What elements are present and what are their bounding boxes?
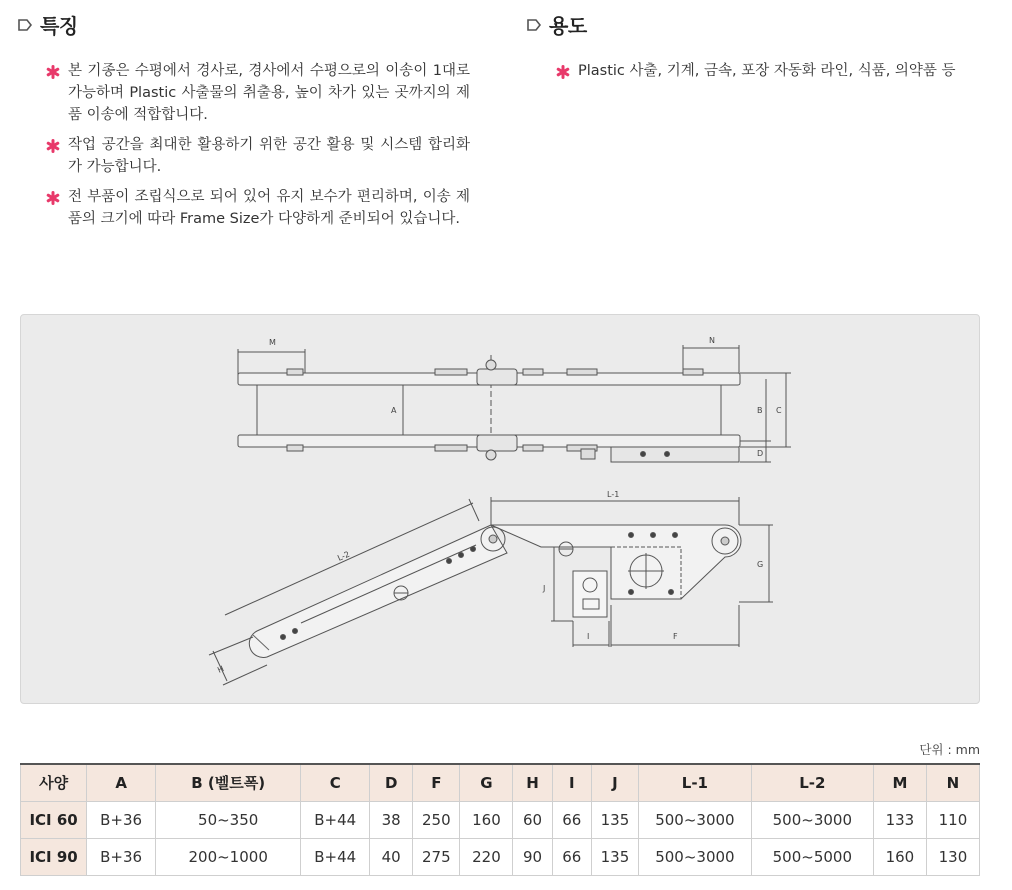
table-row <box>21 838 980 875</box>
table-cell: 275 <box>413 838 460 875</box>
feature-text: 본 기종은 수평에서 경사로, 경사에서 수평으로의 이송이 1대로 가능하며 Plastic 사출물의 취출용, 높이 차가 있는 곳까지의 제품 이송에 적합합니다. <box>68 63 470 123</box>
feature-text: 작업 공간을 최대한 활용하기 위한 공간 활용 및 시스템 합리화가 가능합니다. <box>68 137 470 175</box>
column-header: D <box>370 764 413 801</box>
drawing-panel <box>20 314 980 704</box>
conveyor-drawing <box>21 315 981 705</box>
column-header: M <box>873 764 926 801</box>
dim-label-f: F <box>673 632 678 641</box>
column-header: B (벨트폭) <box>156 764 301 801</box>
table-cell: 130 <box>926 838 979 875</box>
table-cell: B+44 <box>301 838 370 875</box>
asterisk-icon <box>46 64 60 78</box>
table-cell: 220 <box>460 838 513 875</box>
list-item <box>46 60 470 126</box>
table-cell: B+36 <box>87 801 156 838</box>
dim-label-i: I <box>587 632 590 641</box>
list-item <box>556 60 986 82</box>
top-view <box>238 336 791 462</box>
column-header: L-2 <box>751 764 873 801</box>
table-cell: 60 <box>513 801 552 838</box>
features-list <box>46 60 470 238</box>
table-header-row <box>21 764 980 801</box>
table-cell: 133 <box>873 801 926 838</box>
usage-heading <box>527 10 587 39</box>
dim-label-b: B <box>757 406 763 415</box>
table-cell: B+44 <box>301 801 370 838</box>
table-cell: 110 <box>926 801 979 838</box>
spec-table <box>20 763 980 876</box>
model-cell: ICI 60 <box>21 801 87 838</box>
table-cell: 500~3000 <box>639 801 752 838</box>
table-row <box>21 801 980 838</box>
features-heading <box>18 10 78 39</box>
table-cell: 40 <box>370 838 413 875</box>
table-cell: 160 <box>873 838 926 875</box>
table-cell: 500~5000 <box>751 838 873 875</box>
asterisk-icon <box>46 190 60 204</box>
column-header: F <box>413 764 460 801</box>
column-header: N <box>926 764 979 801</box>
dim-label-c: C <box>776 406 782 415</box>
dim-label-g: G <box>757 560 764 569</box>
model-cell: ICI 90 <box>21 838 87 875</box>
features-title: 특징 <box>40 14 78 38</box>
side-view <box>209 490 773 685</box>
table-cell: 160 <box>460 801 513 838</box>
table-cell: 38 <box>370 801 413 838</box>
list-item <box>46 186 470 230</box>
dim-label-l1: L-1 <box>607 490 620 499</box>
column-header: C <box>301 764 370 801</box>
dim-label-h: H <box>216 664 226 675</box>
dim-label-d: D <box>757 449 764 458</box>
column-header: G <box>460 764 513 801</box>
usage-list <box>556 60 986 90</box>
table-cell: 500~3000 <box>751 801 873 838</box>
feature-text: 전 부품이 조립식으로 되어 있어 유지 보수가 편리하며, 이송 제품의 크기에 따라 Frame Size가 다양하게 준비되어 있습니다. <box>68 189 470 227</box>
table-cell: 500~3000 <box>639 838 752 875</box>
column-header: J <box>591 764 638 801</box>
column-header: A <box>87 764 156 801</box>
asterisk-icon <box>46 138 60 152</box>
column-header: H <box>513 764 552 801</box>
column-header: 사양 <box>21 764 87 801</box>
usage-text: Plastic 사출, 기계, 금속, 포장 자동화 라인, 식품, 의약품 등 <box>578 63 956 79</box>
tag-icon <box>527 19 541 31</box>
list-item <box>46 134 470 178</box>
table-cell: 200~1000 <box>156 838 301 875</box>
table-cell: 66 <box>552 838 591 875</box>
table-cell: 50~350 <box>156 801 301 838</box>
dim-label-j: J <box>543 584 546 593</box>
table-cell: 90 <box>513 838 552 875</box>
tag-icon <box>18 19 32 31</box>
dim-label-l2: L-2 <box>336 549 352 563</box>
table-cell: 135 <box>591 838 638 875</box>
dim-label-a: A <box>391 406 397 415</box>
unit-label: 단위 : mm <box>919 742 980 757</box>
table-cell: B+36 <box>87 838 156 875</box>
table-cell: 66 <box>552 801 591 838</box>
dim-label-n: N <box>709 336 715 345</box>
asterisk-icon <box>556 64 570 78</box>
column-header: I <box>552 764 591 801</box>
usage-title: 용도 <box>549 14 587 38</box>
column-header: L-1 <box>639 764 752 801</box>
table-body <box>21 801 980 875</box>
table-cell: 135 <box>591 801 638 838</box>
dim-label-m: M <box>269 338 276 347</box>
table-cell: 250 <box>413 801 460 838</box>
